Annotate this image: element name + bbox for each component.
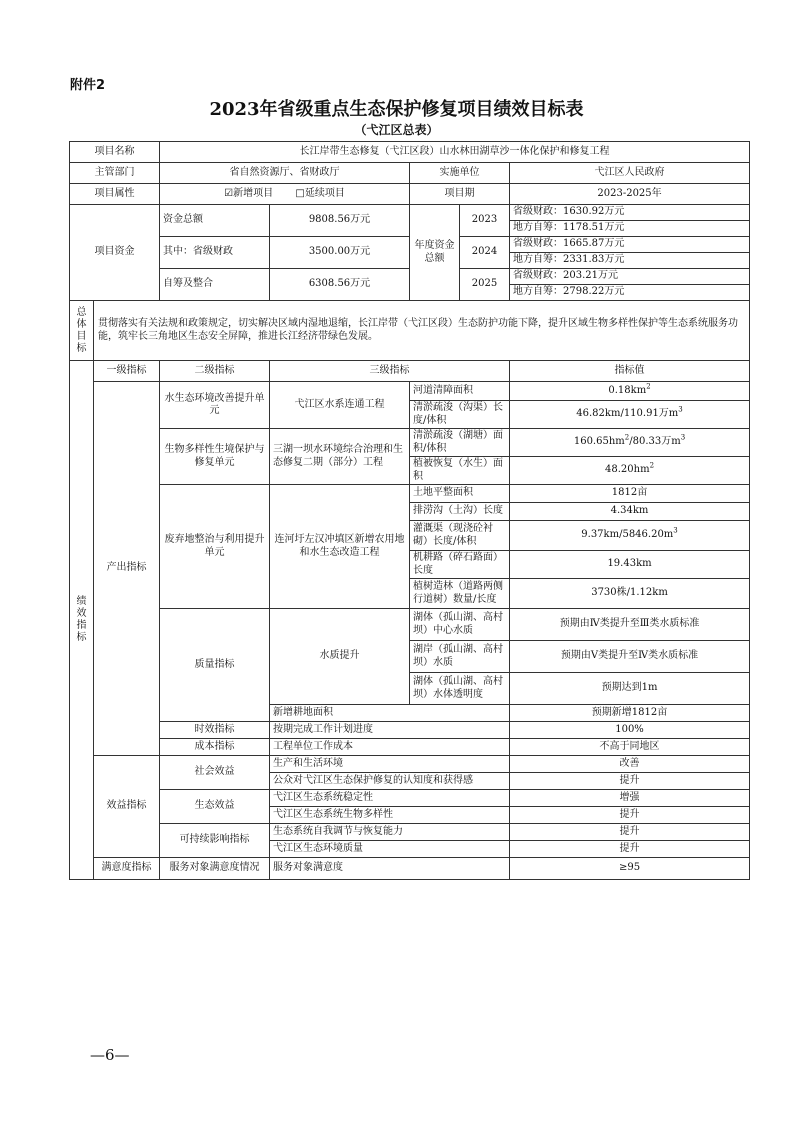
- indicator-l3: 灌溉渠（现浇砼衬砌）长度/体积: [410, 521, 510, 551]
- dept-label: 主管部门: [70, 163, 160, 184]
- row-perf-header: [70, 361, 750, 382]
- indicator-cost: 工程单位工作成本: [270, 739, 510, 756]
- funds-self: 6308.56万元: [270, 269, 410, 301]
- row-output-1: [70, 382, 750, 401]
- indicator-l5: 植树造林（道路两侧行道树）数量/长度: [410, 579, 510, 609]
- row-quality-1: [70, 609, 750, 641]
- value-l5: 3730株/1.12km: [510, 579, 750, 609]
- value-satisfaction: ≥95: [510, 858, 750, 880]
- project-name: 长江岸带生态修复（弋江区段）山水林田湖草沙一体化保护和修复工程: [160, 142, 750, 163]
- indicator-e1: 弋江区生态系统稳定性: [270, 790, 510, 807]
- value-q2: 预期由Ⅴ类提升至Ⅳ类水质标准: [510, 641, 750, 673]
- row-cost: [70, 739, 750, 756]
- attr-new-checkbox: ☑新增项目: [224, 187, 274, 199]
- funds-total: 9808.56万元: [270, 205, 410, 237]
- indicator-time: 按期完成工作计划进度: [270, 722, 510, 739]
- header-value: 指标值: [510, 361, 750, 382]
- output-label: 产出指标: [94, 382, 160, 756]
- performance-table: [69, 141, 750, 880]
- cost-label: 成本指标: [160, 739, 270, 756]
- value-l3: $9.37km/5846.20m^3$: [510, 521, 750, 551]
- period-value: 2023-2025年: [510, 184, 750, 205]
- value-w1: $0.18km^2$: [510, 382, 750, 401]
- quality-proj: 水质提升: [270, 609, 410, 705]
- year-2025: 2025: [460, 269, 510, 301]
- value-e2: 提升: [510, 807, 750, 824]
- funds-prov-label: 其中：省级财政: [160, 237, 270, 269]
- water-unit: 水生态环境改善提升单元: [160, 382, 270, 429]
- time-label: 时效指标: [160, 722, 270, 739]
- header-level2: 二级指标: [160, 361, 270, 382]
- year-2024-prov: 省级财政：1665.87万元: [510, 237, 750, 253]
- page-number: —6—: [90, 1046, 130, 1064]
- row-attribute: [70, 184, 750, 205]
- value-q1: 预期由Ⅳ类提升至Ⅲ类水质标准: [510, 609, 750, 641]
- bio-unit: 生物多样性生境保护与修复单元: [160, 429, 270, 485]
- attr-label: 项目属性: [70, 184, 160, 205]
- value-q4: 预期新增1812亩: [510, 705, 750, 722]
- water-proj: 弋江区水系连通工程: [270, 382, 410, 429]
- indicator-w1: 河道清障面积: [410, 382, 510, 401]
- attr-cont-checkbox: □延续项目: [295, 187, 345, 199]
- value-b1: $160.65hm^2/80.33$万$m^3$: [510, 429, 750, 457]
- year-2023-local: 地方自筹：1178.51万元: [510, 221, 750, 237]
- funds-label: 项目资金: [70, 205, 160, 301]
- land-unit: 废弃地整治与利用提升单元: [160, 485, 270, 609]
- perf-label: 绩效指标: [70, 361, 94, 880]
- indicator-s2: 公众对弋江区生态保护修复的认知度和获得感: [270, 773, 510, 790]
- row-benefit-3: [70, 790, 750, 807]
- row-department: [70, 163, 750, 184]
- indicator-su1: 生态系统自我调节与恢复能力: [270, 824, 510, 841]
- funds-prov: 3500.00万元: [270, 237, 410, 269]
- sustain-label: 可持续影响指标: [160, 824, 270, 858]
- land-proj: 连河圩左汉冲填区新增农用地和水生态改造工程: [270, 485, 410, 609]
- bio-proj: 三湖一坝水环境综合治理和生态修复二期（部分）工程: [270, 429, 410, 485]
- satisfaction-label: 满意度指标: [94, 858, 160, 880]
- funds-annual-label: 年度资金总额: [410, 205, 460, 301]
- satisfaction-level2: 服务对象满意度情况: [160, 858, 270, 880]
- value-l2: 4.34km: [510, 503, 750, 521]
- value-b2: $48.20hm^2$: [510, 457, 750, 485]
- indicator-l4: 机耕路（碎石路面）长度: [410, 551, 510, 579]
- row-project-name: [70, 142, 750, 163]
- value-s1: 改善: [510, 756, 750, 773]
- indicator-s1: 生产和生活环境: [270, 756, 510, 773]
- goal-text: 贯彻落实有关法规和政策规定，切实解决区域内湿地退缩，长江岸带（弋江区段）生态防护功能下降，提升区域生物多样性保护等生态系统服务功能，筑牢长三角地区生态安全屏障，推进长江经济带绿色发展。: [94, 301, 750, 361]
- year-2023-prov: 省级财政：1630.92万元: [510, 205, 750, 221]
- value-time: 100%: [510, 722, 750, 739]
- header-level3: 三级指标: [270, 361, 510, 382]
- value-l1: 1812亩: [510, 485, 750, 503]
- period-label: 项目期: [410, 184, 510, 205]
- row-output-3: [70, 429, 750, 457]
- impl-value: 弋江区人民政府: [510, 163, 750, 184]
- eco-label: 生态效益: [160, 790, 270, 824]
- goal-label: 总体目标: [70, 301, 94, 361]
- row-output-5: [70, 485, 750, 503]
- value-cost: 不高于同地区: [510, 739, 750, 756]
- funds-self-label: 自筹及整合: [160, 269, 270, 301]
- document-title: 2023年省级重点生态保护修复项目绩效目标表: [209, 99, 584, 120]
- attachment-label: 附件2: [70, 78, 106, 93]
- value-s2: 提升: [510, 773, 750, 790]
- indicator-l1: 土地平整面积: [410, 485, 510, 503]
- row-benefit-5: [70, 824, 750, 841]
- project-name-label: 项目名称: [70, 142, 160, 163]
- indicator-e2: 弋江区生态系统生物多样性: [270, 807, 510, 824]
- year-2024: 2024: [460, 237, 510, 269]
- year-2025-local: 地方自筹：2798.22万元: [510, 285, 750, 301]
- row-goal: [70, 301, 750, 361]
- benefit-label: 效益指标: [94, 756, 160, 858]
- value-w2: 46.82km/110.91万$m^3$: [510, 401, 750, 429]
- indicator-su2: 弋江区生态环境质量: [270, 841, 510, 858]
- row-funds-1: [70, 205, 750, 221]
- value-l4: 19.43km: [510, 551, 750, 579]
- quality-label: 质量指标: [160, 609, 270, 722]
- row-satisfaction: [70, 858, 750, 880]
- value-su2: 提升: [510, 841, 750, 858]
- indicator-satisfaction: 服务对象满意度: [270, 858, 510, 880]
- year-2024-local: 地方自筹：2331.83万元: [510, 253, 750, 269]
- header-level1: 一级指标: [94, 361, 160, 382]
- indicator-q4: 新增耕地面积: [270, 705, 510, 722]
- indicator-b1: 清淤疏浚（湖塘）面积/体积: [410, 429, 510, 457]
- indicator-q3: 湖体（孤山湖、高村坝）水体透明度: [410, 673, 510, 705]
- year-2025-prov: 省级财政：203.21万元: [510, 269, 750, 285]
- indicator-q2: 湖岸（孤山湖、高村坝）水质: [410, 641, 510, 673]
- indicator-b2: 植被恢复（水生）面积: [410, 457, 510, 485]
- attr-value: [160, 184, 410, 205]
- year-2023: 2023: [460, 205, 510, 237]
- social-label: 社会效益: [160, 756, 270, 790]
- value-q3: 预期达到1m: [510, 673, 750, 705]
- indicator-q1: 湖体（孤山湖、高村坝）中心水质: [410, 609, 510, 641]
- indicator-l2: 排涝沟（土沟）长度: [410, 503, 510, 521]
- indicator-w2: 清淤疏浚（沟渠）长度/体积: [410, 401, 510, 429]
- impl-label: 实施单位: [410, 163, 510, 184]
- funds-total-label: 资金总额: [160, 205, 270, 237]
- value-su1: 提升: [510, 824, 750, 841]
- dept-value: 省自然资源厅、省财政厅: [160, 163, 410, 184]
- row-time: [70, 722, 750, 739]
- row-benefit-1: [70, 756, 750, 773]
- document-subtitle: （弋江区总表）: [354, 123, 439, 137]
- value-e1: 增强: [510, 790, 750, 807]
